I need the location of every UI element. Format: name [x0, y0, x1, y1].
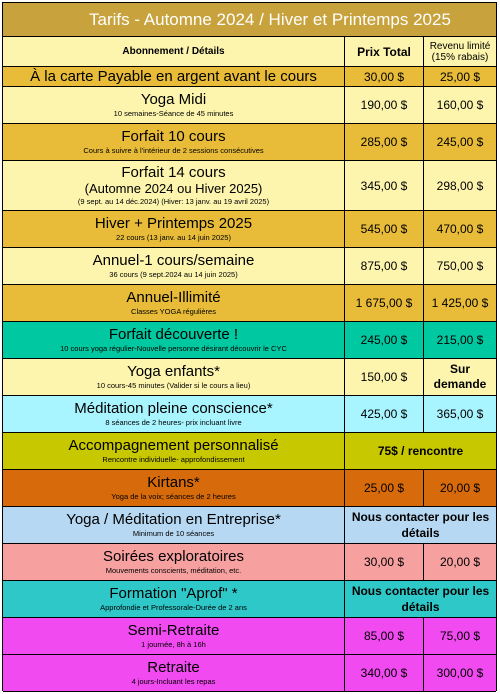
row-subtitle: 8 séances de 2 heures- prix incluant livre — [105, 418, 242, 427]
row-reduced-line1: Sur — [449, 362, 470, 376]
table-row — [3, 544, 496, 581]
row-description — [3, 248, 344, 284]
row-description — [3, 285, 344, 321]
row-subtitle: 1 journée, 8h à 16h — [141, 640, 206, 649]
row-merged-line2: détails — [401, 526, 440, 540]
row-title: Kirtans* — [147, 474, 200, 491]
row-title: Forfait découverte ! — [108, 326, 239, 343]
row-title: Semi-Retraite — [127, 622, 220, 639]
table-row — [3, 285, 496, 322]
row-reduced-price: 75,00 $ — [423, 618, 496, 654]
row-merged-line2: détails — [401, 600, 440, 614]
row-total-price: 85,00 $ — [344, 618, 423, 654]
row-reduced-price: 20,00 $ — [423, 544, 496, 580]
row-reduced-price: 20,00 $ — [423, 470, 496, 506]
row-total-price: 190,00 $ — [344, 87, 423, 123]
row-reduced-price: 245,00 $ — [423, 124, 496, 160]
row-total-price: 30,00 $ — [344, 544, 423, 580]
row-title: Yoga enfants* — [127, 363, 220, 380]
table-row — [3, 396, 496, 433]
row-description — [3, 396, 344, 432]
price-table — [2, 2, 497, 691]
row-total-price: 25,00 $ — [344, 470, 423, 506]
header-reduced-price — [423, 37, 496, 67]
row-title: À la carte Payable en argent avant le cours — [30, 68, 317, 85]
row-reduced-price: 25,00 $ — [423, 67, 496, 86]
row-reduced-price: 1 425,00 $ — [423, 285, 496, 321]
row-title: Annuel-1 cours/semaine — [92, 252, 255, 269]
row-subtitle: Minimum de 10 séances — [132, 529, 215, 538]
row-merged-line1: Nous contacter pour les — [351, 510, 490, 524]
table-row — [3, 655, 496, 692]
table-row — [3, 87, 496, 124]
row-description — [3, 618, 344, 654]
row-merged-price — [344, 507, 496, 543]
row-reduced-price: 300,00 $ — [423, 655, 496, 691]
header-subscription: Abonnement / Détails — [3, 37, 344, 67]
table-row — [3, 161, 496, 211]
row-reduced-price — [423, 359, 496, 395]
row-description — [3, 124, 344, 160]
table-row — [3, 581, 496, 618]
row-description — [3, 544, 344, 580]
table-row — [3, 618, 496, 655]
row-subtitle: 4 jours-Incluant les repas — [131, 677, 216, 686]
row-reduced-line2: demande — [433, 377, 487, 391]
table-row — [3, 124, 496, 161]
row-total-price: 345,00 $ — [344, 161, 423, 210]
row-description — [3, 87, 344, 123]
row-merged-line1: Nous contacter pour les — [351, 584, 490, 598]
row-merged-price — [344, 581, 496, 617]
row-description — [3, 470, 344, 506]
row-title: Hiver + Printemps 2025 — [94, 215, 253, 232]
row-total-price: 245,00 $ — [344, 322, 423, 358]
row-total-price: 875,00 $ — [344, 248, 423, 284]
row-subtitle: 36 cours (9 sept.2024 au 14 juin 2025) — [109, 270, 238, 279]
row-title: Yoga Midi — [140, 91, 207, 108]
table-row — [3, 507, 496, 544]
table-row — [3, 322, 496, 359]
row-title: Méditation pleine conscience* — [74, 400, 273, 417]
row-title: Formation "Aprof" * — [109, 585, 238, 602]
row-total-price: 150,00 $ — [344, 359, 423, 395]
row-subtitle: (9 sept. au 14 déc.2024) (Hiver: 13 janv. au 19 avril 2025) — [77, 197, 270, 206]
row-description — [3, 322, 344, 358]
table-row — [3, 248, 496, 285]
row-subtitle: 10 cours-45 minutes (Valider si le cours a lieu) — [96, 381, 251, 390]
row-title: Retraite — [147, 659, 200, 676]
row-description — [3, 507, 344, 543]
row-description — [3, 433, 344, 469]
row-total-price: 285,00 $ — [344, 124, 423, 160]
row-title: Forfait 10 cours — [121, 128, 226, 145]
row-total-price: 425,00 $ — [344, 396, 423, 432]
header-reduced-label: Revenu limité — [429, 40, 491, 52]
row-merged-price: 75$ / rencontre — [344, 433, 496, 469]
row-total-price: 340,00 $ — [344, 655, 423, 691]
row-subtitle: Approfondie et Professorale-Durée de 2 ans — [100, 603, 247, 612]
row-title: Annuel-Illimité — [126, 289, 221, 306]
row-reduced-price: 365,00 $ — [423, 396, 496, 432]
row-subtitle: Classes YOGA régulières — [131, 307, 216, 316]
table-row — [3, 433, 496, 470]
row-title: Accompagnement personnalisé — [68, 437, 279, 454]
row-reduced-price: 298,00 $ — [423, 161, 496, 210]
row-title: Soirées exploratoires — [103, 548, 244, 565]
row-description — [3, 359, 344, 395]
row-title-extra: (Automne 2024 ou Hiver 2025) — [84, 181, 263, 196]
row-description — [3, 581, 344, 617]
row-subtitle: Cours à suivre à l'intérieur de 2 sessions consécutives — [83, 146, 264, 155]
row-title: Forfait 14 cours — [121, 164, 226, 181]
table-row — [3, 67, 496, 87]
row-subtitle: 22 cours (13 janv. au 14 juin 2025) — [116, 233, 231, 242]
row-description — [3, 67, 344, 86]
table-row — [3, 359, 496, 396]
row-reduced-price: 470,00 $ — [423, 211, 496, 247]
row-total-price: 1 675,00 $ — [344, 285, 423, 321]
row-subtitle: Yoga de la voix; séances de 2 heures — [111, 492, 236, 501]
row-title: Yoga / Méditation en Entreprise* — [66, 511, 281, 528]
row-reduced-price: 750,00 $ — [423, 248, 496, 284]
row-reduced-price: 215,00 $ — [423, 322, 496, 358]
table-row — [3, 470, 496, 507]
header-total-price: Prix Total — [344, 37, 423, 67]
page-title: Tarifs - Automne 2024 / Hiver et Printemps 2025 — [3, 3, 496, 37]
row-subtitle: Mouvements conscients, méditation, etc. — [105, 566, 242, 575]
row-description — [3, 161, 344, 210]
row-reduced-price: 160,00 $ — [423, 87, 496, 123]
row-description — [3, 655, 344, 691]
row-total-price: 545,00 $ — [344, 211, 423, 247]
row-total-price: 30,00 $ — [344, 67, 423, 86]
row-description — [3, 211, 344, 247]
row-subtitle: 10 semaines-Séance de 45 minutes — [113, 109, 234, 118]
header-reduced-note: (15% rabais) — [431, 51, 489, 63]
row-subtitle: Rencontre individuelle- approfondissement — [102, 455, 245, 464]
table-row — [3, 211, 496, 248]
row-subtitle: 10 cours yoga régulier-Nouvelle personne désirant découvrir le CYC — [60, 344, 287, 353]
